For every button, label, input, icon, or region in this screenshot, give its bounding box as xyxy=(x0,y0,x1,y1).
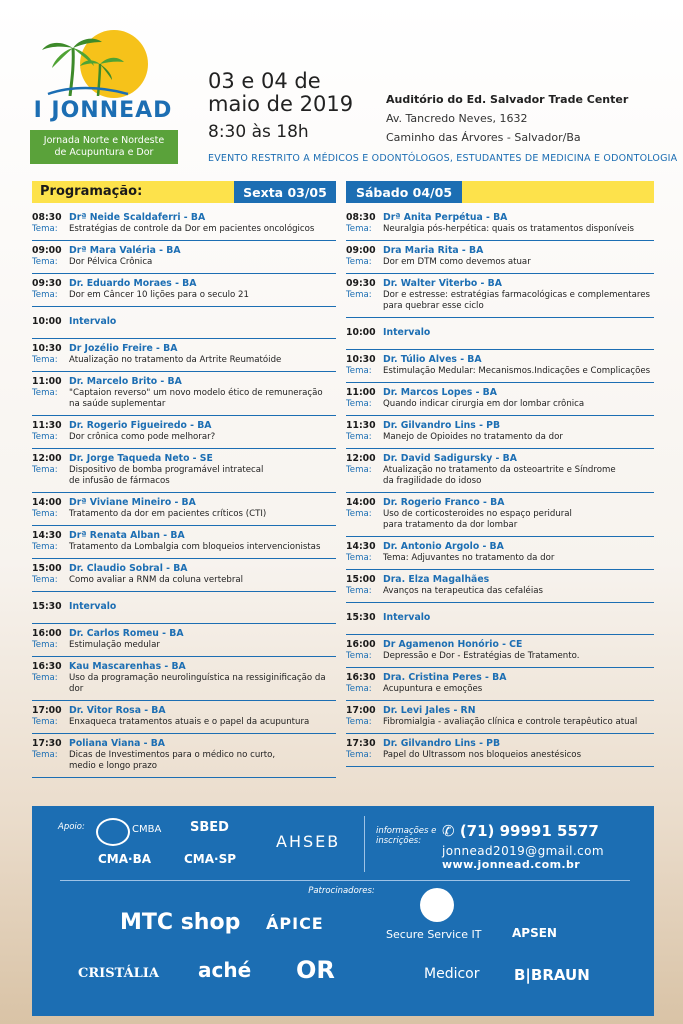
tema-label: Tema: xyxy=(346,257,372,267)
schedule-topic: Quando indicar cirurgia em dor lombar crônica xyxy=(383,399,585,409)
schedule-topic: Tema: Adjuvantes no tratamento da dor xyxy=(383,553,555,563)
saturday-schedule xyxy=(346,208,654,767)
sponsor-secure-service: Secure Service IT xyxy=(386,928,482,941)
schedule-item-topic-row xyxy=(32,290,336,301)
schedule-speaker: Dr. Gilvandro Lins - PB xyxy=(383,420,501,431)
tema-label: Tema: xyxy=(32,432,58,442)
schedule-item-topic-row xyxy=(346,366,654,377)
schedule-topic: Estimulação Medular: Mecanismos.Indicações e Complicações xyxy=(383,366,651,376)
schedule-item xyxy=(32,734,336,778)
sponsor-bbraun: B|BRAUN xyxy=(514,966,590,984)
schedule-time: 15:00 xyxy=(32,563,62,574)
schedule-time: 08:30 xyxy=(32,212,62,223)
sponsor-mtc: MTC shop xyxy=(120,910,241,935)
schedule-item xyxy=(32,559,336,592)
venue-block xyxy=(386,90,628,147)
schedule-topic: Dor e estresse: estratégias farmacológicas e complementares para quebrar esse ciclo xyxy=(383,290,651,311)
schedule-item xyxy=(32,339,336,372)
schedule-item xyxy=(346,318,654,350)
schedule-item-header xyxy=(346,453,654,465)
schedule-topic: Manejo de Opioides no tratamento da dor xyxy=(383,432,563,442)
schedule-item-header xyxy=(346,612,654,624)
schedule-item-header xyxy=(346,541,654,553)
venue-address-1: Av. Tancredo Neves, 1632 xyxy=(386,112,528,125)
tema-label: Tema: xyxy=(32,640,58,650)
tema-label: Tema: xyxy=(346,465,372,475)
schedule-speaker: Dr. Rogerio Franco - BA xyxy=(383,497,505,508)
schedule-item xyxy=(346,241,654,274)
schedule-item-header xyxy=(346,245,654,257)
schedule-item xyxy=(346,537,654,570)
date-line1: 03 e 04 de xyxy=(208,69,321,93)
schedule-item-topic-row xyxy=(346,465,654,487)
schedule-item-topic-row xyxy=(346,509,654,531)
cmba-seal-icon xyxy=(96,818,130,846)
logo-subtitle-line2: de Acupuntura e Dor xyxy=(54,147,154,158)
schedule-speaker: Drª Renata Alban - BA xyxy=(69,530,185,541)
schedule-topic: Fibromialgia - avaliação clínica e controle terapêutico atual xyxy=(383,717,638,727)
schedule-time: 09:30 xyxy=(32,278,62,289)
supporter-cmaba: CMA·BA xyxy=(98,852,152,866)
schedule-topic: Uso da programação neurolinguística na ressiginificação da dor xyxy=(69,673,326,694)
schedule-topic: Atualização no tratamento da Artrite Reumatóide xyxy=(69,355,282,365)
schedule-time: 10:00 xyxy=(346,327,376,338)
schedule-time: 17:00 xyxy=(32,705,62,716)
event-hours: 8:30 às 18h xyxy=(208,122,309,142)
tema-label: Tema: xyxy=(32,542,58,552)
supporter-sbed: SBED xyxy=(190,820,229,835)
schedule-time: 14:30 xyxy=(346,541,376,552)
schedule-item-topic-row xyxy=(32,465,336,487)
schedule-item-header xyxy=(32,316,336,328)
schedule-item xyxy=(346,416,654,449)
schedule-item xyxy=(32,526,336,559)
schedule-speaker: Dr. Vitor Rosa - BA xyxy=(69,705,166,716)
tab-friday: Sexta 03/05 xyxy=(234,181,336,203)
schedule-time: 15:00 xyxy=(346,574,376,585)
schedule-item-topic-row xyxy=(346,750,654,761)
sponsor-apsen: APSEN xyxy=(512,926,557,940)
schedule-speaker: Kau Mascarenhas - BA xyxy=(69,661,186,672)
schedule-item-topic-row xyxy=(346,290,654,312)
schedule-speaker: Intervalo xyxy=(69,316,117,327)
schedule-item xyxy=(346,493,654,537)
schedule-time: 17:30 xyxy=(346,738,376,749)
schedule-item-header xyxy=(32,245,336,257)
schedule-item-header xyxy=(32,628,336,640)
schedule-item-topic-row xyxy=(32,542,336,553)
schedule-item-header xyxy=(346,212,654,224)
tema-label: Tema: xyxy=(32,224,58,234)
schedule-item xyxy=(32,701,336,734)
schedule-speaker: Dr Agamenon Honório - CE xyxy=(383,639,523,650)
schedule-item-topic-row xyxy=(32,257,336,268)
schedule-item-header xyxy=(346,738,654,750)
schedule-topic: Dor em Câncer 10 lições para o seculo 21 xyxy=(69,290,249,300)
schedule-speaker: Dr. Claudio Sobral - BA xyxy=(69,563,188,574)
schedule-speaker: Dr. Rogerio Figueiredo - BA xyxy=(69,420,212,431)
tema-label: Tema: xyxy=(346,399,372,409)
venue-address-2: Caminho das Árvores - Salvador/Ba xyxy=(386,131,581,144)
schedule-item-topic-row xyxy=(32,224,336,235)
schedule-speaker: Drª Neide Scaldaferri - BA xyxy=(69,212,206,223)
schedule-item-topic-row xyxy=(346,257,654,268)
schedule-item-topic-row xyxy=(32,717,336,728)
schedule-item-header xyxy=(32,705,336,717)
friday-schedule xyxy=(32,208,336,778)
schedule-speaker: Dr. Walter Viterbo - BA xyxy=(383,278,502,289)
supporter-cmba: CMBA xyxy=(132,824,162,835)
schedule-speaker: Dr. Marcelo Brito - BA xyxy=(69,376,182,387)
event-date xyxy=(208,70,353,116)
logo-subtitle-box xyxy=(30,130,178,164)
schedule-item-topic-row xyxy=(346,224,654,235)
schedule-speaker: Drª Mara Valéria - BA xyxy=(69,245,181,256)
schedule-item xyxy=(346,449,654,493)
schedule-speaker: Dr. Marcos Lopes - BA xyxy=(383,387,497,398)
schedule-speaker: Intervalo xyxy=(383,612,431,623)
program-label: Programação: xyxy=(40,184,143,199)
supporter-cmasp: CMA·SP xyxy=(184,852,237,866)
schedule-item-header xyxy=(346,354,654,366)
tema-label: Tema: xyxy=(346,750,372,760)
footer-rule xyxy=(60,880,630,881)
tema-label: Tema: xyxy=(346,651,372,661)
schedule-time: 16:00 xyxy=(346,639,376,650)
tema-label: Tema: xyxy=(32,509,58,519)
schedule-item-header xyxy=(32,453,336,465)
schedule-topic: Dicas de Investimentos para o médico no curto, medio e longo prazo xyxy=(69,750,276,771)
tema-label: Tema: xyxy=(32,388,58,398)
schedule-time: 10:30 xyxy=(346,354,376,365)
schedule-speaker: Intervalo xyxy=(383,327,431,338)
sponsor-or: OR xyxy=(296,956,335,984)
schedule-item-topic-row xyxy=(32,575,336,586)
schedule-item-header xyxy=(32,212,336,224)
logo-subtitle-line1: Jornada Norte e Nordeste xyxy=(43,135,165,146)
schedule-speaker: Dr. Levi Jales - RN xyxy=(383,705,476,716)
schedule-item xyxy=(346,570,654,603)
schedule-item-header xyxy=(32,497,336,509)
schedule-item-topic-row xyxy=(346,432,654,443)
schedule-topic: Dor Pélvica Crônica xyxy=(69,257,153,267)
schedule-topic: Depressão e Dor - Estratégias de Tratamento. xyxy=(383,651,580,661)
schedule-time: 15:30 xyxy=(32,601,62,612)
schedule-time: 10:30 xyxy=(32,343,62,354)
schedule-item xyxy=(346,274,654,318)
schedule-topic: Como avaliar a RNM da coluna vertebral xyxy=(69,575,244,585)
schedule-item-topic-row xyxy=(346,717,654,728)
schedule-time: 12:00 xyxy=(346,453,376,464)
schedule-speaker: Dr. Túlio Alves - BA xyxy=(383,354,482,365)
schedule-time: 10:00 xyxy=(32,316,62,327)
schedule-topic: Dor crônica como pode melhorar? xyxy=(69,432,216,442)
tema-label: Tema: xyxy=(346,553,372,563)
schedule-time: 09:30 xyxy=(346,278,376,289)
info-label-line2: inscrições: xyxy=(376,836,422,846)
palm-tree-icon xyxy=(40,34,130,96)
tema-label: Tema: xyxy=(32,575,58,585)
tema-label: Tema: xyxy=(32,750,58,760)
info-label xyxy=(376,826,436,846)
email-link[interactable]: jonnead2019@gmail.com xyxy=(442,844,604,858)
tab-saturday: Sábado 04/05 xyxy=(346,181,462,203)
schedule-item-topic-row xyxy=(32,355,336,366)
tema-label: Tema: xyxy=(346,224,372,234)
tema-label: Tema: xyxy=(346,366,372,376)
sponsor-cristalia: CRISTÁLIA xyxy=(78,966,159,981)
tema-label: Tema: xyxy=(32,355,58,365)
schedule-speaker: Drª Anita Perpétua - BA xyxy=(383,212,508,223)
schedule-item xyxy=(346,734,654,767)
schedule-speaker: Dr. Jorge Taqueda Neto - SE xyxy=(69,453,213,464)
schedule-item-topic-row xyxy=(32,750,336,772)
schedule-item xyxy=(32,241,336,274)
schedule-speaker: Dra Maria Rita - BA xyxy=(383,245,484,256)
schedule-item xyxy=(346,668,654,701)
schedule-item xyxy=(346,701,654,734)
schedule-time: 16:30 xyxy=(346,672,376,683)
sponsor-ache: aché xyxy=(198,958,252,982)
schedule-time: 11:00 xyxy=(346,387,376,398)
schedule-time: 12:00 xyxy=(32,453,62,464)
tema-label: Tema: xyxy=(346,432,372,442)
schedule-item-header xyxy=(346,327,654,339)
schedule-item-header xyxy=(32,530,336,542)
schedule-item xyxy=(346,383,654,416)
tema-label: Tema: xyxy=(346,509,372,519)
schedule-topic: Avanços na terapeutica das cefaléias xyxy=(383,586,543,596)
logo-title: I JONNEAD xyxy=(33,98,173,123)
schedule-item-header xyxy=(346,497,654,509)
schedule-topic: "Captaion reverso" um novo modelo ético de remuneração na saúde suplementar xyxy=(69,388,323,409)
schedule-item-topic-row xyxy=(32,673,336,695)
schedule-item-header xyxy=(32,376,336,388)
schedule-item xyxy=(346,603,654,635)
schedule-topic: Dor em DTM como devemos atuar xyxy=(383,257,531,267)
schedule-speaker: Dr Jozélio Freire - BA xyxy=(69,343,178,354)
schedule-time: 11:30 xyxy=(32,420,62,431)
schedule-speaker: Dr. David Sadigursky - BA xyxy=(383,453,517,464)
schedule-speaker: Dr. Eduardo Moraes - BA xyxy=(69,278,197,289)
schedule-speaker: Dr. Antonio Argolo - BA xyxy=(383,541,504,552)
sponsor-apice: ÁPICE xyxy=(266,914,324,933)
schedule-item-header xyxy=(346,278,654,290)
schedule-item-header xyxy=(346,387,654,399)
phone-number[interactable] xyxy=(442,822,599,840)
schedule-topic: Tratamento da Lombalgia com bloqueios intervencionistas xyxy=(69,542,321,552)
schedule-time: 16:30 xyxy=(32,661,62,672)
schedule-time: 15:30 xyxy=(346,612,376,623)
tema-label: Tema: xyxy=(346,586,372,596)
schedule-time: 11:30 xyxy=(346,420,376,431)
schedule-item-header xyxy=(346,672,654,684)
schedule-speaker: Dra. Cristina Peres - BA xyxy=(383,672,507,683)
schedule-time: 08:30 xyxy=(346,212,376,223)
supporter-ahseb: AHSEB xyxy=(276,832,341,851)
tema-label: Tema: xyxy=(32,257,58,267)
schedule-topic: Acupuntura e emoções xyxy=(383,684,483,694)
schedule-item-topic-row xyxy=(346,399,654,410)
schedule-item-header xyxy=(346,574,654,586)
schedule-topic: Dispositivo de bomba programável intratecal de infusão de fármacos xyxy=(69,465,264,486)
schedule-topic: Estratégias de controle da Dor em pacientes oncológicos xyxy=(69,224,315,234)
tema-label: Tema: xyxy=(346,717,372,727)
tema-label: Tema: xyxy=(32,717,58,727)
tema-label: Tema: xyxy=(32,465,58,475)
schedule-topic: Enxaqueca tratamentos atuais e o papel da acupuntura xyxy=(69,717,310,727)
schedule-item-header xyxy=(346,705,654,717)
globe-icon xyxy=(420,888,454,922)
whatsapp-icon: ✆ xyxy=(442,822,455,840)
schedule-item xyxy=(32,493,336,526)
schedule-item xyxy=(346,350,654,383)
schedule-speaker: Drª Viviane Mineiro - BA xyxy=(69,497,196,508)
website-link[interactable]: www.jonnead.com.br xyxy=(442,858,581,871)
apoio-label: Apoio: xyxy=(58,822,85,832)
schedule-item-header xyxy=(32,601,336,613)
schedule-time: 09:00 xyxy=(32,245,62,256)
schedule-time: 16:00 xyxy=(32,628,62,639)
tema-label: Tema: xyxy=(32,673,58,683)
schedule-item-topic-row xyxy=(346,553,654,564)
schedule-item-header xyxy=(32,563,336,575)
schedule-item-header xyxy=(32,343,336,355)
schedule-item xyxy=(32,416,336,449)
schedule-item xyxy=(32,372,336,416)
tema-label: Tema: xyxy=(32,290,58,300)
tema-label: Tema: xyxy=(346,290,372,300)
schedule-time: 17:30 xyxy=(32,738,62,749)
schedule-speaker: Dra. Elza Magalhães xyxy=(383,574,490,585)
schedule-time: 17:00 xyxy=(346,705,376,716)
schedule-speaker: Dr. Carlos Romeu - BA xyxy=(69,628,184,639)
schedule-item xyxy=(32,657,336,701)
schedule-item-topic-row xyxy=(32,640,336,651)
schedule-topic: Atualização no tratamento da osteoartrite e Síndrome da fragilidade do idoso xyxy=(383,465,616,486)
schedule-item-header xyxy=(32,278,336,290)
schedule-item xyxy=(32,449,336,493)
schedule-time: 14:30 xyxy=(32,530,62,541)
schedule-speaker: Poliana Viana - BA xyxy=(69,738,165,749)
schedule-item-topic-row xyxy=(346,684,654,695)
footer-divider xyxy=(364,816,365,872)
schedule-time: 14:00 xyxy=(346,497,376,508)
info-label-line1: informações e xyxy=(376,826,437,836)
schedule-speaker: Intervalo xyxy=(69,601,117,612)
schedule-time: 09:00 xyxy=(346,245,376,256)
schedule-item xyxy=(32,274,336,307)
schedule-item xyxy=(32,624,336,657)
schedule-item-header xyxy=(32,661,336,673)
schedule-item-header xyxy=(346,639,654,651)
schedule-item-topic-row xyxy=(32,432,336,443)
schedule-item xyxy=(346,208,654,241)
schedule-item-header xyxy=(32,420,336,432)
venue-name: Auditório do Ed. Salvador Trade Center xyxy=(386,93,629,106)
schedule-item-topic-row xyxy=(32,509,336,520)
schedule-item xyxy=(32,592,336,624)
schedule-topic: Uso de corticosteroides no espaço peridural para tratamento da dor lombar xyxy=(383,509,572,530)
schedule-item-header xyxy=(346,420,654,432)
schedule-item-header xyxy=(32,738,336,750)
schedule-item xyxy=(32,307,336,339)
phone-text: (71) 99991 5577 xyxy=(459,822,599,840)
schedule-time: 14:00 xyxy=(32,497,62,508)
tema-label: Tema: xyxy=(346,684,372,694)
schedule-topic: Neuralgia pós-herpética: quais os tratamentos disponíveis xyxy=(383,224,634,234)
date-line2: maio de 2019 xyxy=(208,92,354,116)
schedule-topic: Tratamento da dor em pacientes críticos (CTI) xyxy=(69,509,267,519)
schedule-topic: Estimulação medular xyxy=(69,640,160,650)
schedule-speaker: Dr. Gilvandro Lins - PB xyxy=(383,738,501,749)
sponsor-medicor: Medicor xyxy=(424,966,480,982)
schedule-item-topic-row xyxy=(346,586,654,597)
schedule-item xyxy=(346,635,654,668)
schedule-time: 11:00 xyxy=(32,376,62,387)
sponsors-label: Patrocinadores: xyxy=(308,886,375,896)
restriction-notice: EVENTO RESTRITO A MÉDICOS E ODONTÓLOGOS, ESTUDANTES DE MEDICINA E ODONTOLOGIA xyxy=(208,153,678,164)
schedule-topic: Papel do Ultrassom nos bloqueios anestésicos xyxy=(383,750,582,760)
schedule-item-topic-row xyxy=(32,388,336,410)
schedule-item-topic-row xyxy=(346,651,654,662)
schedule-item xyxy=(32,208,336,241)
